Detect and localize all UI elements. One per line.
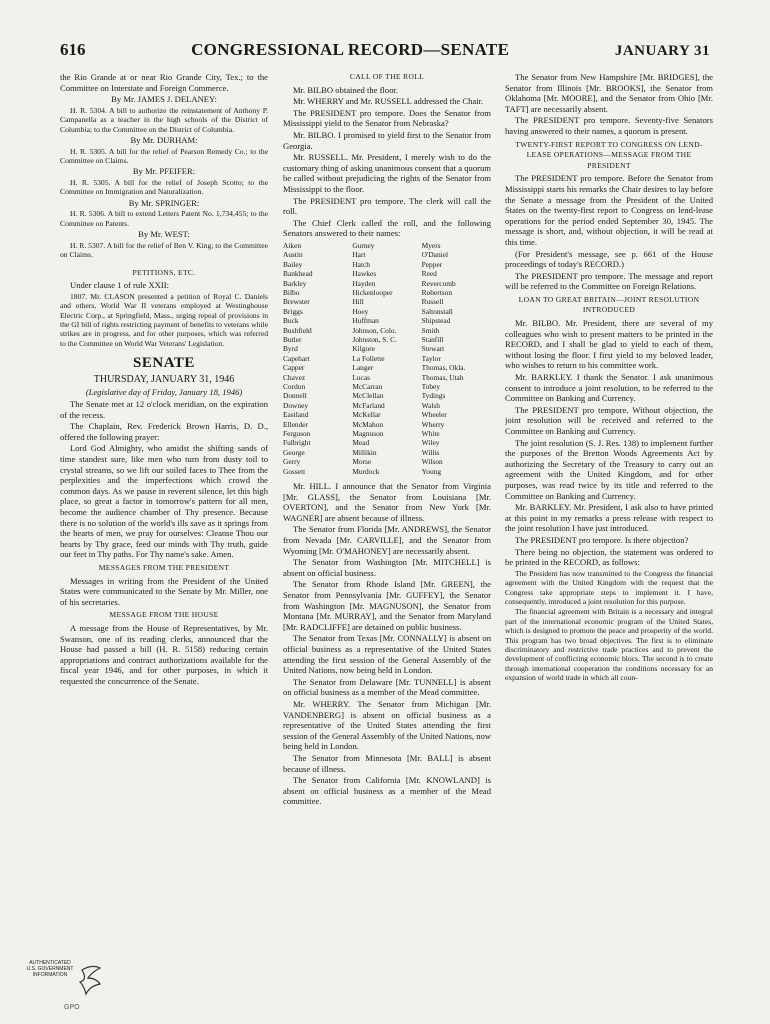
paragraph: The Senator from New Hampshire [Mr. BRIDGES], the Senator from Illinois [Mr. BROOKS], the Senator from Oklahoma [Mr. MOORE], and the Senator from Ohio [Mr. TAFT] are necessarily absent. xyxy=(505,72,713,114)
paragraph: (For President's message, see p. 661 of the House proceedings of today's RECORD.) xyxy=(505,248,713,270)
senator-name: Eastland xyxy=(283,410,309,420)
paragraph: The Senate met at 12 o'clock meridian, on the expiration of the recess. xyxy=(60,399,268,420)
senator-name: Fulbright xyxy=(283,438,311,448)
senator-name: Johnston, S. C. xyxy=(352,334,397,344)
senator-name: Russell xyxy=(421,297,444,307)
section-heading: TWENTY-FIRST REPORT TO CONGRESS ON LEND-LEASE OPERATIONS—MESSAGE FROM THE PRESIDENT xyxy=(515,139,703,170)
senator-name: Wherry xyxy=(421,419,445,429)
sponsor-line: By Mr. WEST: xyxy=(138,229,190,240)
paragraph: Mr. WHERRY. The Senator from Michigan [Mr. VANDENBERG] is absent on official business as a representative of the United States attending the first session of the General Assembly of the United Nations, now being held in London. xyxy=(283,698,491,752)
senator-name: Bankhead xyxy=(283,269,313,279)
eagle-emblem-icon xyxy=(78,964,104,1004)
paragraph: Mr. BARKLEY. Mr. President, I ask also to have printed at this point in my remarks a press release with respect to the joint resolution I have just introduced. xyxy=(505,502,713,534)
paragraph: The Senator from Rhode Island [Mr. GREEN], the Senator from Pennsylvania [Mr. GUFFEY], the Senator from Washington [Mr. MAGNUSON], the Senator from Montana [Mr. MURRAY], and the Senator from Maryland [Mr. RADCLIFFE] are detained on public business. xyxy=(283,579,491,632)
senator-name: Pepper xyxy=(421,259,443,269)
paragraph: The PRESIDENT pro tempore. Before the Senator from Mississippi starts his remarks the Chair desires to lay before the Senate a message from the President of the United States on the twenty-first report to Congress on lend-lease operations for the period ended September 30, 1945. The message is short, and, without objection, it will be read at this time. xyxy=(505,173,713,247)
senator-name: Saltonstall xyxy=(421,306,453,316)
paragraph: Mr. RUSSELL. Mr. President, I merely wish to do the customary thing of asking unanimous consent that a quorum be called without prejudicing the rights of the Senator from Mississippi to the floor. xyxy=(283,152,491,194)
senator-name: Hoey xyxy=(352,306,369,316)
senator-name: Gurney xyxy=(352,240,375,250)
gpo-authentication-stamp xyxy=(20,960,110,1016)
header-date: JANUARY 31 xyxy=(614,43,710,59)
sponsor-line: By Mr. PFEIFER: xyxy=(132,166,196,177)
senator-name: Revercomb xyxy=(421,278,456,288)
paragraph: The Chief Clerk called the roll, and the following Senators answered to their names: xyxy=(283,217,491,239)
paragraph: The joint resolution (S. J. Res. 138) to implement further the purposes of the Bretton Woods Agreements Act by authorizing the Secretary of the Treasury to carry out an agreement with the United Kingdom, and for other purposes, was read twice by its title and referred to the Committee on Banking and Currency. xyxy=(505,437,713,501)
paragraph: The PRESIDENT pro tempore. Does the Senator from Mississippi yield to the Senator from Nebraska? xyxy=(283,107,491,129)
paragraph: Messages in writing from the President of the United States were communicated to the Senate by Mr. Miller, one of his secretaries. xyxy=(60,575,268,607)
paragraph: Mr. BILBO. Mr. President, there are several of my colleagues who wish to present matters to be printed in the RECORD, and I shall be glad to yield to each of them, without losing the floor. I first yield to my beloved leader, who wishes to return to his committee work. xyxy=(505,318,713,371)
senator-name: Bilbo xyxy=(283,287,300,297)
paragraph: The PRESIDENT pro tempore. Is there objection? xyxy=(515,534,689,545)
press-release-text: The President has now transmitted to the Congress the financial agreement with the United Kingdom with the request that the Congress take appropriate steps to implement it. I have, consequently, introduced a joint resolution for this purpose. xyxy=(505,568,713,606)
senator-name: Murdock xyxy=(352,466,380,476)
senator-name: Bailey xyxy=(283,259,303,269)
senator-name: Austin xyxy=(283,250,303,260)
petition-entry: 1807. Mr. CLASON presented a petition of Royal C. Daniels and others, World War II veterans employed at Westinghouse Electric Corp., at Springfield, Mass., urging repeal of provisions in the GI bill of rights restricting payment of benefits to veterans while strikes are in progress, and for other purposes, which was referred to the Committee on World War Veterans' Legislation. xyxy=(60,291,268,348)
paragraph: The PRESIDENT pro tempore. Without objection, the joint resolution will be received and referred to the Committee on Banking and Currency. xyxy=(505,404,713,436)
senator-name: Wheeler xyxy=(421,410,447,420)
bill-entry: H. R. 5306. A bill to extend Letters Patent No. 1,734,455; to the Committee on Patents. xyxy=(60,209,268,228)
bill-entry: H. R. 5307. A bill for the relief of Ben V. King; to the Committee on Claims. xyxy=(60,240,268,260)
senate-heading: SENATE xyxy=(133,355,195,372)
bill-entry: H. R. 5305. A bill for the relief of Joseph Scotto; to the Committee on Immigration and Naturalization. xyxy=(60,178,268,197)
senator-name: Butler xyxy=(283,334,302,344)
section-heading: MESSAGES FROM THE PRESIDENT xyxy=(98,562,230,572)
bill-entry: H. R. 5305. A bill for the relief of Pearson Remedy Co.; to the Committee on Claims. xyxy=(60,146,268,165)
senator-name: Hickenlooper xyxy=(352,287,393,297)
column-1 xyxy=(60,72,268,977)
senator-name: Taylor xyxy=(421,353,441,363)
press-release-text: The financial agreement with Britain is a necessary and integral part of the international economic program of the United States, which is designed to promote the peace and prosperity of the world. This program has two broad objectives. The first is to eliminate discriminatory and restrictive trade practices and to prevent the development of conflicting economic blocs. The second is to create through international cooperation the conditions necessary for an expansion of world trade in which all coun- xyxy=(505,607,713,683)
paragraph: A message from the House of Representatives, by Mr. Swanson, one of its reading clerks, announced that the House had passed a bill (H. R. 5158) reducing certain appropriations and contract authorizations available for the fiscal year 1946, and for other purposes, in which it requested the concurrence of the Senate. xyxy=(60,622,268,686)
paragraph: There being no objection, the statement was ordered to be printed in the RECORD, as follows: xyxy=(505,546,713,568)
senator-name: White xyxy=(421,429,440,439)
section-heading: PETITIONS, ETC. xyxy=(132,267,196,277)
paragraph: The Senator from Minnesota [Mr. BALL] is absent because of illness. xyxy=(283,752,491,774)
paragraph: Mr. HILL. I announce that the Senator from Virginia [Mr. GLASS], the Senator from Louisiana [Mr. OVERTON], and the Senator from New York [Mr. WAGNER] are absent because of illness. xyxy=(283,481,491,523)
paragraph: The PRESIDENT pro tempore. The message and report will be referred to the Committee on Foreign Relations. xyxy=(505,270,713,292)
senator-name: Walsh xyxy=(421,400,440,410)
stamp-line: U.S. GOVERNMENT xyxy=(26,966,74,972)
sponsor-line: By Mr. JAMES J. DELANEY: xyxy=(111,94,217,105)
section-heading: LOAN TO GREAT BRITAIN—JOINT RESOLUTION INTRODUCED xyxy=(518,294,700,315)
senator-name: Chavez xyxy=(283,372,306,382)
name-column-a xyxy=(283,241,352,476)
senator-name: Downey xyxy=(283,400,309,410)
stamp-line: INFORMATION xyxy=(32,972,68,978)
paragraph: The Senator from California [Mr. KNOWLAND] is absent on official business as a member of the Mead committee. xyxy=(283,775,491,807)
paragraph: Mr. BARKLEY. I thank the Senator. I ask unanimous consent to introduce a joint resolution, to be referred to the Committee on Banking and Currency. xyxy=(505,372,713,404)
senator-name: Thomas, Utah xyxy=(421,372,464,382)
gpo-label: GPO xyxy=(64,1004,80,1011)
paragraph: The PRESIDENT pro tempore. Seventy-five Senators having answered to their names, a quorum is present. xyxy=(505,115,713,136)
paragraph: The Senator from Florida [Mr. ANDREWS], the Senator from Nevada [Mr. CARVILLE], and the Senator from Wyoming [Mr. O'MAHONEY] are necessarily absent. xyxy=(283,524,491,556)
senator-name: Briggs xyxy=(283,306,303,316)
senator-name: Cordon xyxy=(283,382,306,391)
senator-name: Hart xyxy=(352,250,366,260)
senator-name: Ellender xyxy=(283,419,309,429)
prayer-text: Lord God Almighty, who amidst the shifting sands of time standest sure, like men who turn from dusty toil to crystal streams, so we lift our soiled faces to Thee from the perplexities and the imperfections which crowd the common days. As we pause in reverent silence, let this high place, so great a factor in tomorrow's pattern for all men, become the audience chamber of Thy presence. Because there is no solution of the world's ills save as it springs from the hearts of men, we pray for ourselves: Cleanse Thou our hearts by Thy grace, feed our minds with Thy truth, guide our feet in Thy paths. For Thy name's sake. Amen. xyxy=(60,443,268,560)
senator-name: Gerry xyxy=(283,457,301,467)
senator-name: Ferguson xyxy=(283,429,311,439)
senator-name: Donnell xyxy=(283,391,307,401)
page-header xyxy=(60,40,710,66)
session-date: THURSDAY, JANUARY 31, 1946 xyxy=(93,373,235,385)
paragraph: Mr. BILBO. I promised to yield first to the Senator from Georgia. xyxy=(283,129,491,151)
senator-name: George xyxy=(283,447,305,457)
senator-name: La Follette xyxy=(352,353,385,363)
senator-name: Johnson, Colo. xyxy=(352,325,397,335)
page-title: CONGRESSIONAL RECORD—SENATE xyxy=(191,40,510,59)
stamp-line: AUTHENTICATED xyxy=(29,960,71,966)
section-heading: CALL OF THE ROLL xyxy=(349,72,425,81)
senator-name: Capehart xyxy=(283,353,310,363)
bill-entry: H. R. 5304. A bill to authorize the reinstatement of Anthony P. Campanella as a teacher in the high schools of the District of Columbia; to the Committee on the District of Columbia. xyxy=(60,105,268,134)
legislative-day: (Legislative day of Friday, January 18, 1946) xyxy=(85,387,243,398)
senator-name: Bushfield xyxy=(283,325,312,335)
sponsor-line: By Mr. DURHAM: xyxy=(130,135,198,145)
senator-name: Wilson xyxy=(421,457,443,467)
senator-name: Aiken xyxy=(283,240,302,250)
page-number: 616 xyxy=(60,40,86,59)
senator-name: Stewart xyxy=(421,344,445,354)
senator-name: Reed xyxy=(421,269,437,279)
senator-name: Hawkes xyxy=(352,269,377,279)
senator-name: Hatch xyxy=(352,259,370,269)
senator-name: Gossett xyxy=(283,466,306,476)
senator-name: McKellar xyxy=(352,410,381,420)
name-column-b xyxy=(352,241,421,476)
name-column-c xyxy=(422,241,491,476)
paragraph: The Senator from Texas [Mr. CONNALLY] is absent on official business as a representative of the United States attending the first session of the General Assembly of the United Nations, now being held in London. xyxy=(283,633,491,676)
sponsor-line: By Mr. SPRINGER: xyxy=(128,197,200,208)
paragraph: The PRESIDENT pro tempore. The clerk will call the roll. xyxy=(283,195,491,217)
paragraph: Mr. WHERRY and Mr. RUSSELL addressed the Chair. xyxy=(293,96,484,107)
senator-name: Myers xyxy=(421,240,441,250)
senator-name: Robertson xyxy=(421,287,453,297)
senator-name: Shipstead xyxy=(421,316,451,326)
senator-name: Langer xyxy=(352,363,374,373)
paragraph: The Senator from Washington [Mr. MITCHELL] is absent on official business. xyxy=(283,557,491,578)
senator-name: McCarran xyxy=(352,382,383,391)
senator-name: Magnuson xyxy=(352,429,384,439)
senator-name: Millikin xyxy=(352,447,377,457)
paragraph: Under clause 1 of rule XXII: xyxy=(70,280,170,291)
senator-name: Buck xyxy=(283,316,299,326)
senator-name: Capper xyxy=(283,363,305,373)
column-3 xyxy=(505,72,713,977)
roll-call-names xyxy=(283,241,491,476)
senator-name: McClellan xyxy=(352,391,384,401)
paragraph: Mr. BILBO obtained the floor. xyxy=(293,84,399,95)
senator-name: Smith xyxy=(421,325,440,335)
senator-name: Mead xyxy=(352,438,370,448)
column-2 xyxy=(283,72,491,977)
senator-name: Barkley xyxy=(283,278,307,288)
senator-name: McMahon xyxy=(352,419,384,429)
senator-name: Kilgore xyxy=(352,344,375,354)
senator-name: Tobey xyxy=(421,382,441,391)
senator-name: Wiley xyxy=(421,438,440,448)
senator-name: Thomas, Okla. xyxy=(421,363,466,373)
senator-name: Tydings xyxy=(421,391,446,401)
senator-name: Brewster xyxy=(283,297,310,307)
paragraph: The Chaplain, Rev. Frederick Brown Harris, D. D., offered the following prayer: xyxy=(60,421,268,442)
senator-name: Morse xyxy=(352,457,372,467)
senator-name: McFarland xyxy=(352,400,385,410)
senator-name: Lucas xyxy=(352,372,370,382)
senator-name: Willis xyxy=(421,447,440,457)
senator-name: Hayden xyxy=(352,278,376,288)
senator-name: Huffman xyxy=(352,316,379,326)
senator-name: Young xyxy=(421,466,442,476)
senator-name: O'Daniel xyxy=(421,250,449,260)
senator-name: Byrd xyxy=(283,344,298,354)
senator-name: Hill xyxy=(352,297,364,307)
paragraph: the Rio Grande at or near Rio Grande City, Tex.; to the Committee on Interstate and Foreign Commerce. xyxy=(60,72,268,93)
paragraph: The Senator from Delaware [Mr. TUNNELL] is absent on official business as a member of the Mead committee. xyxy=(283,676,491,698)
section-heading: MESSAGE FROM THE HOUSE xyxy=(109,610,219,620)
senator-name: Stanfill xyxy=(421,334,444,344)
